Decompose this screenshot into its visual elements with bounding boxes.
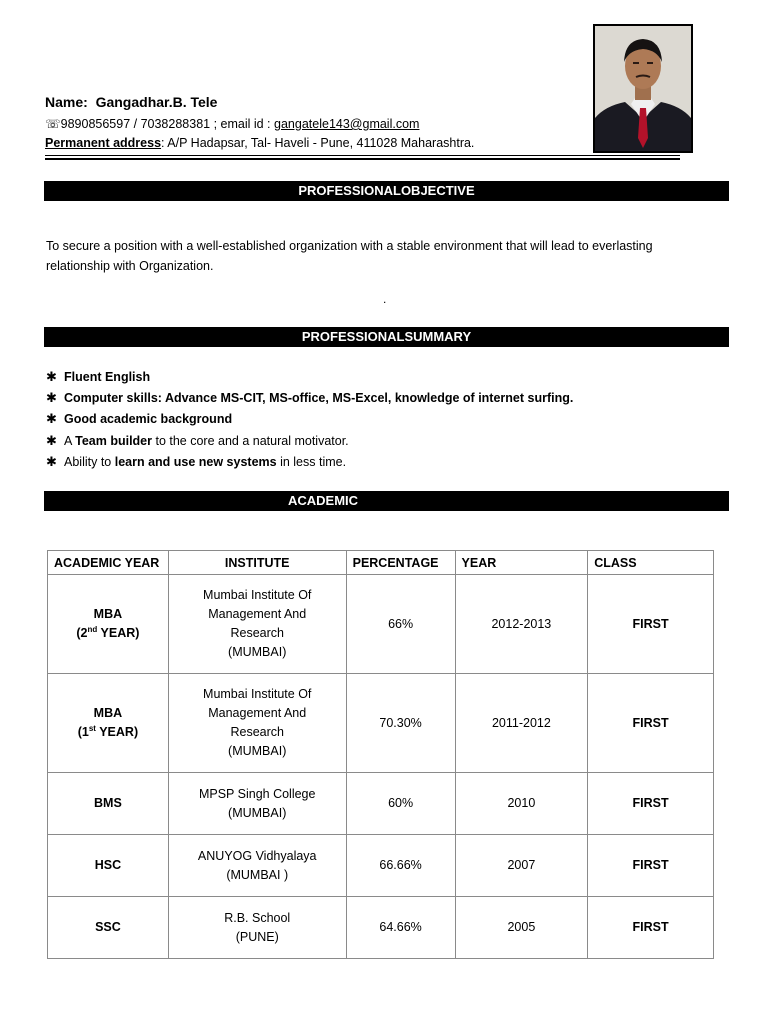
address-line [45,136,474,150]
col-academic-year: ACADEMIC YEAR [48,551,169,575]
year-cell: 2012-2013 [455,575,588,674]
phone-numbers: 9890856597 / 7038288381 ; email id : [60,117,271,131]
class-cell: FIRST [588,674,714,773]
email-link[interactable]: gangatele143@gmail.com [274,117,420,131]
percentage-cell: 66% [346,575,455,674]
table-row [48,897,714,959]
skills-list [46,367,573,473]
asterisk-icon: ✱ [46,390,57,406]
table-header-row [48,551,714,575]
academic-header: ACADEMIC [44,491,729,511]
name-value: Gangadhar.B. Tele [95,94,218,110]
degree-cell: SSC [48,897,169,959]
asterisk-icon: ✱ [46,369,57,384]
objective-header: PROFESSIONALOBJECTIVE [44,181,729,201]
col-percentage: PERCENTAGE [346,551,455,575]
year-cell: 2007 [455,835,588,897]
table-row [48,575,714,674]
institute-cell: MPSP Singh College (MUMBAI) [168,773,346,835]
percentage-cell: 66.66% [346,835,455,897]
degree-cell: HSC [48,835,169,897]
asterisk-icon: ✱ [46,432,57,448]
institute-cell: Mumbai Institute Of Management And Research (MUMBAI) [168,674,346,773]
degree-cell: MBA (1st YEAR) [48,674,169,773]
asterisk-icon: ✱ [46,453,57,469]
percentage-cell: 64.66% [346,897,455,959]
address-value: : A/P Hadapsar, Tal- Haveli - Pune, 411028 Maharashtra. [161,136,475,150]
candidate-name [45,94,217,110]
name-label: Name: [45,94,88,110]
institute-cell: ANUYOG Vidhyalaya (MUMBAI ) [168,835,346,897]
summary-header: PROFESSIONALSUMMARY [44,327,729,347]
institute-cell: R.B. School (PUNE) [168,897,346,959]
col-year: YEAR [455,551,588,575]
address-label: Permanent address [45,136,162,150]
class-cell: FIRST [588,897,714,959]
list-item: ✱ Good academic background [46,411,233,427]
header-divider [45,155,680,156]
year-cell: 2005 [455,897,588,959]
header-divider-thick [45,158,680,160]
percentage-cell: 70.30% [346,674,455,773]
list-item: ✱ Computer skills: Advance MS-CIT, MS-office, MS-Excel, knowledge of internet surfing. [46,390,574,406]
year-cell: 2011-2012 [455,674,588,773]
class-cell: FIRST [588,773,714,835]
list-item: ✱ Fluent English [46,369,151,384]
percentage-cell: 60% [346,773,455,835]
col-class: CLASS [588,551,714,575]
contact-line [45,116,419,131]
portrait-illustration [595,26,691,151]
degree-cell: BMS [48,773,169,835]
objective-text: To secure a position with a well-established organization with a stable environment that will lead to everlasting relationship with Organization. [46,239,653,273]
asterisk-icon: ✱ [46,411,57,427]
stray-dot: . [383,292,387,306]
phone-icon: ☏ [45,117,61,131]
year-cell: 2010 [455,773,588,835]
list-item: ✱ Ability to learn and use new systems in less time. [46,453,347,469]
table-row [48,674,714,773]
class-cell: FIRST [588,835,714,897]
degree-cell: MBA (2nd YEAR) [48,575,169,674]
profile-photo [593,24,693,153]
institute-cell: Mumbai Institute Of Management And Research (MUMBAI) [168,575,346,674]
table-row [48,773,714,835]
academic-table [47,550,714,959]
col-institute: INSTITUTE [168,551,346,575]
class-cell: FIRST [588,575,714,674]
table-row [48,835,714,897]
list-item: ✱ A Team builder to the core and a natural motivator. [46,432,349,448]
